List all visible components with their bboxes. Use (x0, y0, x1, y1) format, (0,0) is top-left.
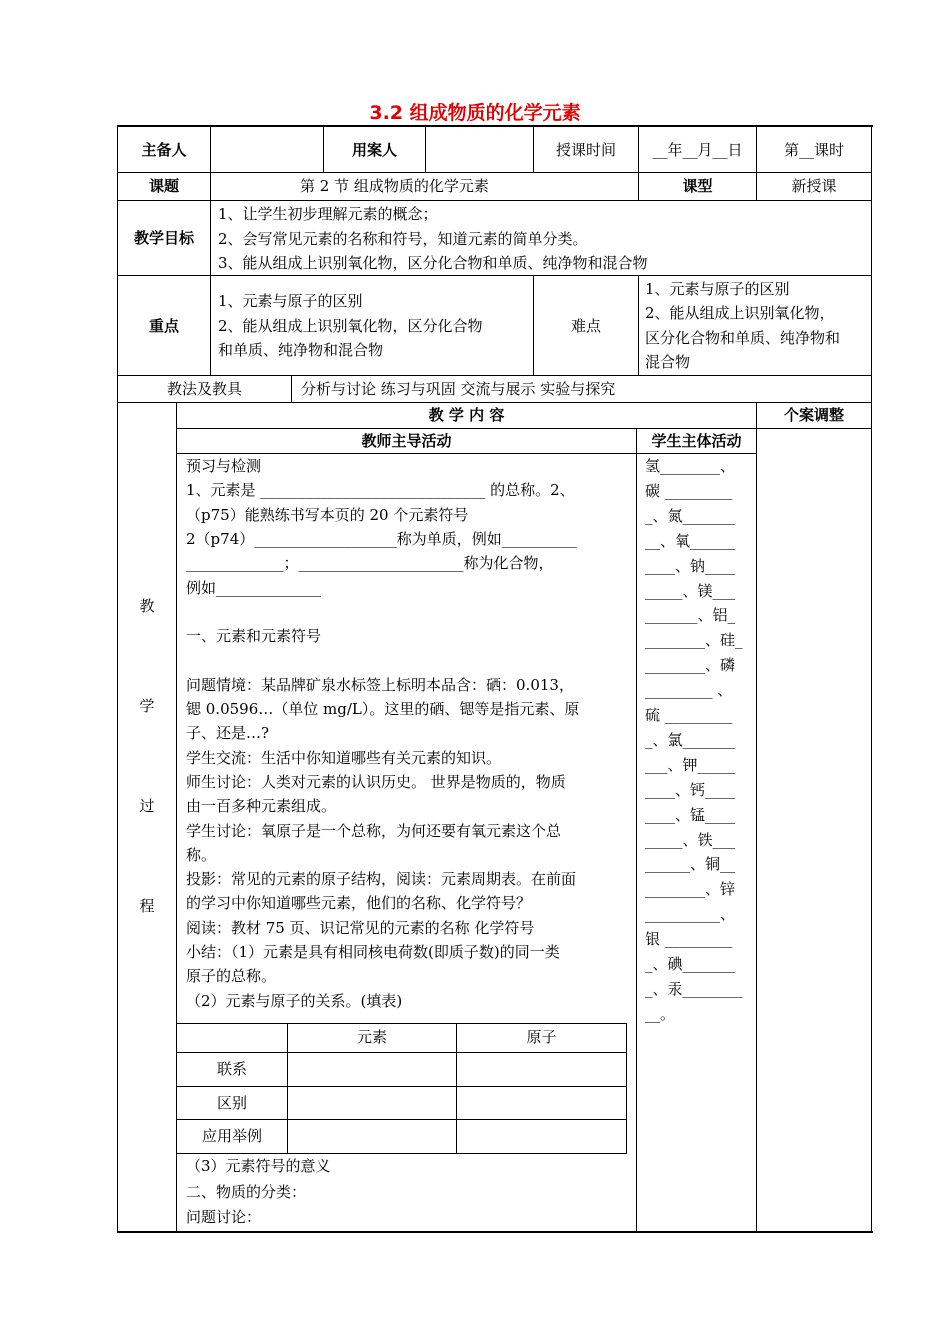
teacher-line: 阅读：教材 75 页、识记常见的元素的名称 化学符号 (186, 918, 535, 937)
goal-item: 2、会写常见元素的名称和符号，知道元素的简单分类。 (218, 230, 588, 248)
teacher-line: 学生讨论：氧原子是一个总称，为何还要有氧元素这个总 (186, 821, 562, 840)
key-points-label: 重点 (148, 317, 179, 335)
process-side-char: 过 (139, 797, 155, 815)
teacher-line: 例如______________ (186, 578, 322, 597)
table-header-element: 元素 (356, 1028, 387, 1046)
element-fill-line: _、氮_______ (645, 506, 736, 525)
key-point-line: 1、元素与原子的区别 (218, 292, 363, 310)
date-field: __年__月__日 (652, 141, 743, 159)
methods-label: 教法及教具 (166, 380, 242, 398)
topic-value: 第 2 节 组成物质的化学元素 (300, 177, 489, 195)
process-side-char: 学 (139, 697, 155, 715)
difficulty-line: 混合物 (645, 353, 691, 371)
process-side-char: 教 (139, 597, 155, 615)
goal-item: 1、让学生初步理解元素的概念； (218, 205, 438, 223)
classification-heading: 二、物质的分类： (186, 1183, 307, 1201)
element-fill-line: 银 _________ (645, 930, 733, 949)
element-fill-line: 氢________、 (645, 457, 736, 475)
teacher-line: _____________；______________________称为化合物， (186, 554, 554, 573)
teacher-line: 预习与检测 (186, 457, 262, 475)
element-fill-line: ______、铜__ (645, 855, 736, 874)
element-fill-line: ___、钾_____ (645, 755, 736, 774)
lesson-type-label: 课型 (682, 177, 713, 195)
teacher-line: 师生讨论：人类对元素的认识历史。 世界是物质的，物质 (186, 772, 566, 791)
difficulty-line: 区分化合物和单质、纯净物和 (645, 329, 841, 347)
teacher-activity-header: 教师主导活动 (361, 432, 452, 450)
table-row-label: 应用举例 (201, 1127, 262, 1145)
teacher-line: 称。 (186, 845, 217, 864)
key-point-line: 2、能从组成上识别氧化物，区分化合物 (218, 317, 483, 335)
time-label: 授课时间 (555, 141, 616, 159)
element-fill-line: _、碘_______ (645, 955, 736, 973)
teacher-line: 锶 0.0596…（单位 mg/L）。这里的硒、锶等是指元素、原 (186, 700, 580, 718)
teacher-line: 问题情境：某品牌矿泉水标签上标明本品含：硒：0.013， (186, 675, 574, 694)
preparer-label: 主备人 (141, 141, 187, 159)
teacher-line: 原子的总称。 (186, 967, 277, 986)
discussion-line: 问题讨论： (186, 1208, 262, 1226)
table-row-label: 联系 (216, 1060, 247, 1078)
difficulty-line: 2、能从组成上识别氧化物， (645, 304, 835, 322)
element-fill-line: ____、锰____ (645, 805, 736, 824)
teacher-line: 的学习中你知道哪些元素，他们的名称、化学符号？ (186, 894, 532, 913)
student-activity-header: 学生主体活动 (651, 432, 742, 450)
element-fill-line: __、氧______ (645, 531, 736, 550)
content-header: 教 学 内 容 (428, 406, 505, 424)
methods-value: 分析与讨论 练习与巩固 交流与展示 实验与探究 (301, 380, 616, 398)
key-point-line: 和单质、纯净物和混合物 (218, 341, 384, 359)
process-side-char: 程 (139, 897, 155, 915)
teacher-line: 1、元素是 ______________________________ 的总称。2、 (186, 481, 575, 500)
period-field: 第__课时 (783, 141, 844, 159)
element-fill-line: _____、铁___ (645, 830, 736, 849)
teacher-line: 由一百多种元素组成。 (186, 797, 337, 816)
goal-item: 3、能从组成上识别氧化物，区分化合物和单质、纯净物和混合物 (218, 254, 648, 272)
user-label: 用案人 (351, 141, 397, 159)
element-fill-line: __。 (645, 1004, 676, 1023)
element-fill-line: 硫 _________ (645, 706, 733, 724)
element-fill-line: 碳 _________ (645, 481, 733, 500)
element-fill-line: ________、锌 (645, 880, 736, 899)
teacher-line: （2）元素与原子的关系。(填表) (186, 991, 403, 1010)
teacher-line: 投影：常见的元素的原子结构，阅读：元素周期表。在前面 (186, 870, 577, 889)
adjust-header: 个案调整 (783, 406, 844, 424)
topic-label: 课题 (148, 177, 179, 195)
teacher-line: 一、元素和元素符号 (186, 627, 322, 646)
element-fill-line: _______、铝_ (645, 606, 736, 625)
teacher-line: （p75）能熟练书写本页的 20 个元素符号 (186, 505, 469, 524)
element-fill-line: ____、钙____ (645, 780, 736, 799)
element-fill-line: _____、镁___ (645, 581, 736, 600)
table-header-atom: 原子 (526, 1028, 557, 1046)
element-fill-line: __________、 (645, 905, 736, 924)
element-fill-line: ________、磷 (645, 656, 736, 675)
teacher-line: 小结：（1）元素是具有相同核电荷数(即质子数)的同一类 (186, 943, 560, 961)
goals-label: 教学目标 (133, 229, 194, 247)
table-row-label: 区别 (216, 1094, 247, 1112)
symbol-meaning-line: （3）元素符号的意义 (186, 1157, 331, 1175)
element-fill-line: ________、硅_ (645, 631, 743, 650)
element-fill-line: _、氯_______ (645, 730, 736, 749)
teacher-line: 子、还是…? (186, 724, 270, 743)
element-fill-line: _________ 、 (645, 681, 733, 700)
teacher-line: 学生交流：生活中你知道哪些有关元素的知识。 (186, 748, 502, 767)
lesson-type-value: 新授课 (791, 177, 837, 195)
element-fill-line: _、汞________ (645, 979, 743, 998)
difficulty-label: 难点 (570, 317, 601, 335)
difficulty-line: 1、元素与原子的区别 (645, 280, 790, 298)
teacher-line: 2（p74）___________________称为单质，例如__________ (186, 529, 577, 548)
page-title: 3.2 组成物质的化学元素 (369, 102, 581, 124)
element-fill-line: ____、钠____ (645, 556, 736, 575)
